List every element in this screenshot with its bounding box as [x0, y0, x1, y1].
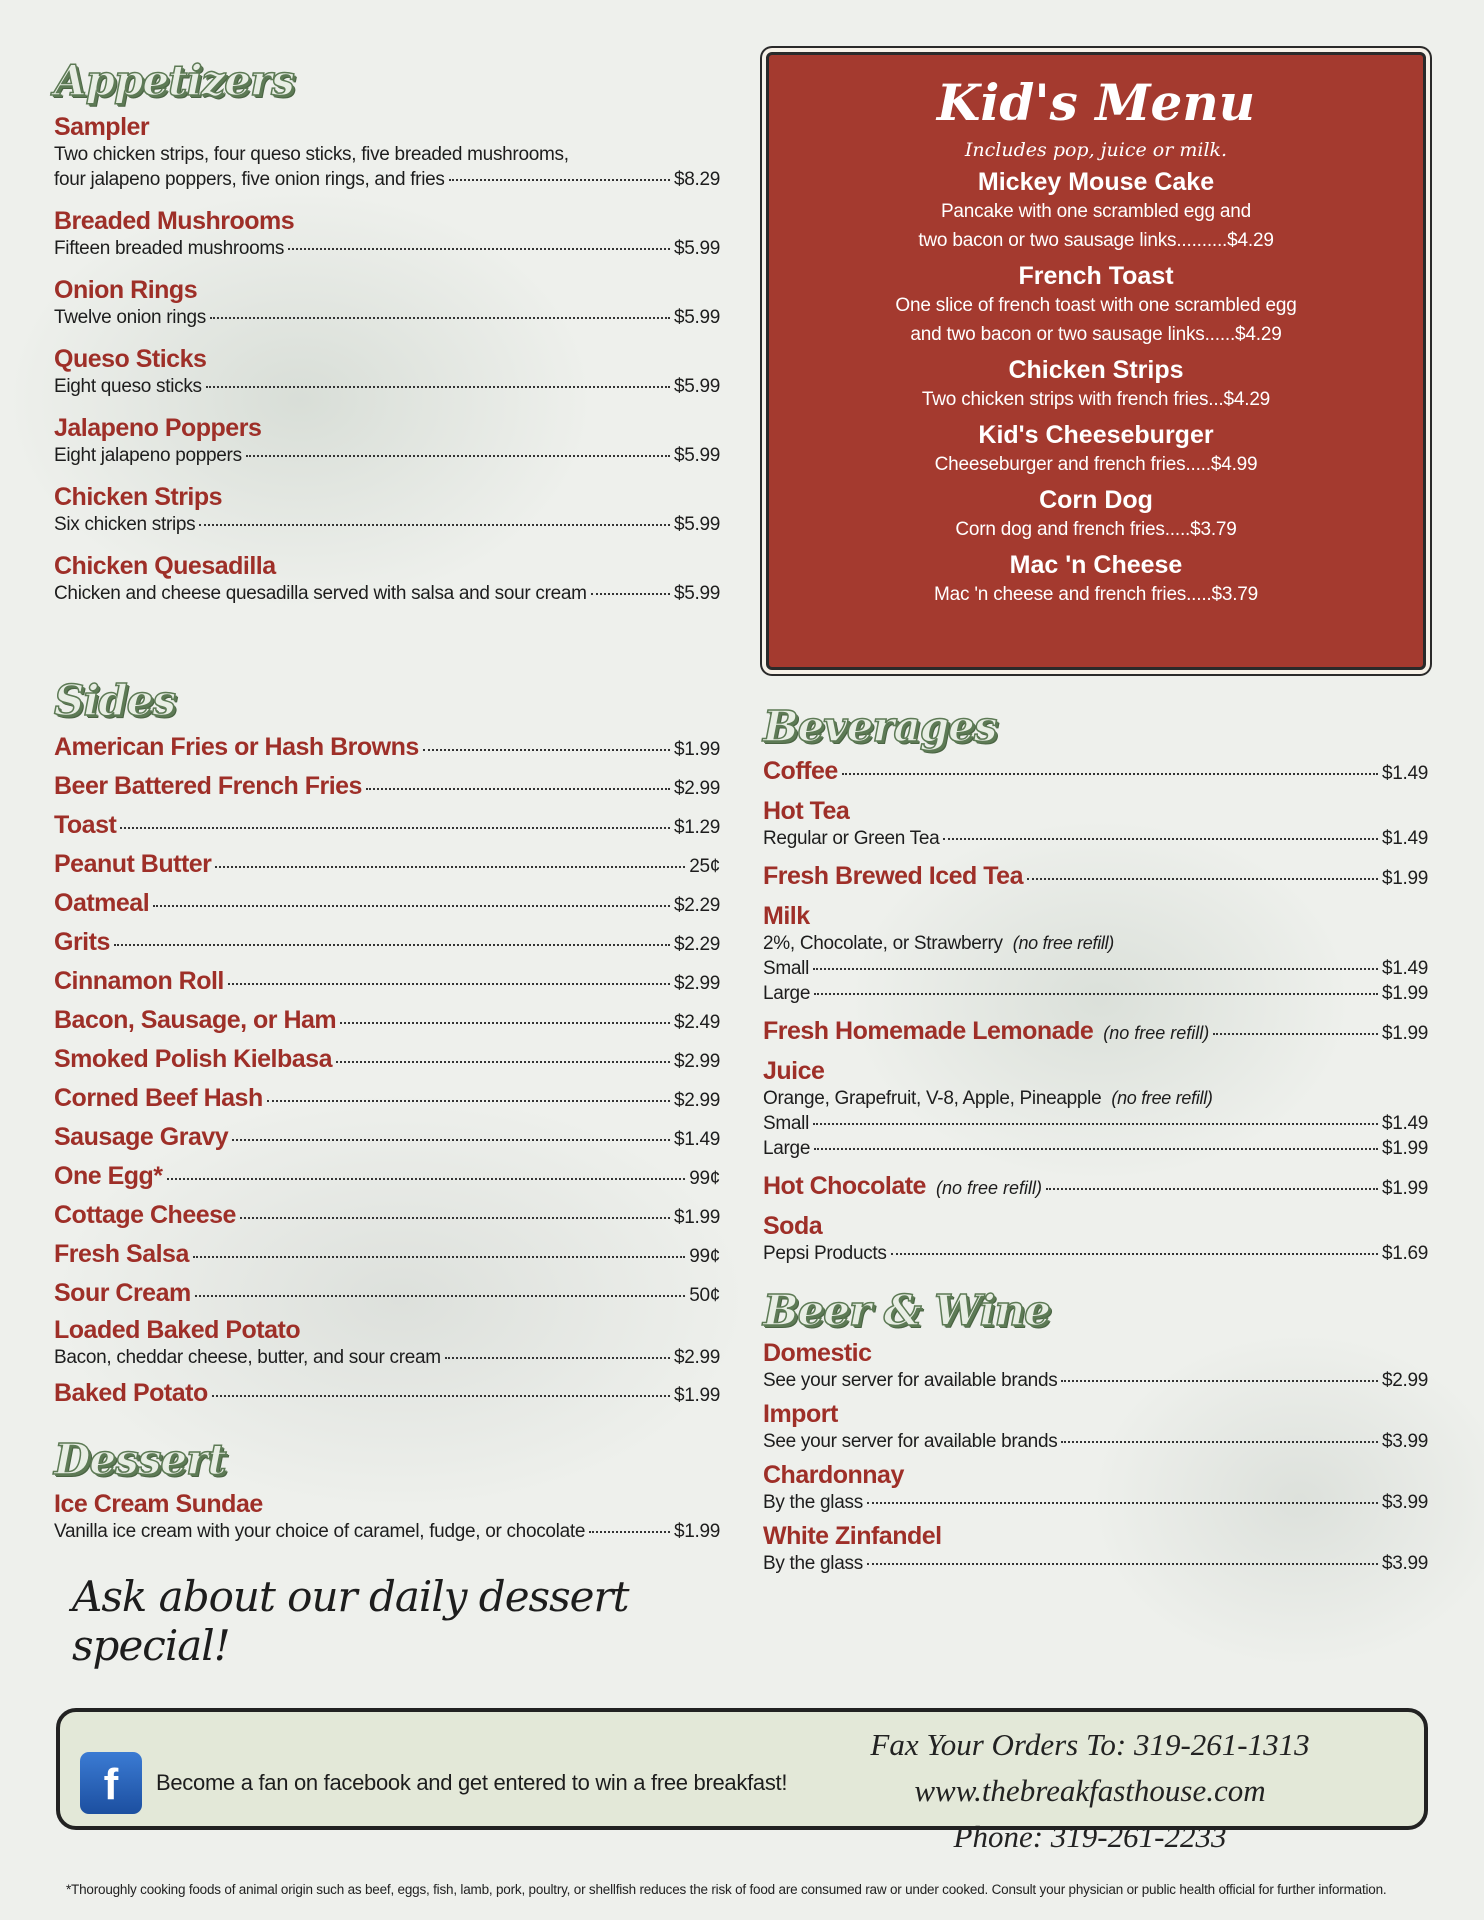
item-desc: Two chicken strips, four queso sticks, five breaded mushrooms, — [54, 144, 569, 165]
item-price: $5.99 — [673, 376, 720, 397]
dot-leader — [814, 993, 1378, 995]
dot-leader — [867, 1502, 1378, 1504]
kids-item-name: Chicken Strips — [1008, 356, 1184, 384]
item-desc: See your server for available brands — [763, 1431, 1058, 1452]
dot-leader — [267, 1100, 670, 1102]
dot-leader — [813, 1123, 1378, 1125]
item-name: Peanut Butter — [54, 850, 212, 878]
item-price: $1.69 — [1381, 1243, 1428, 1264]
size-label: Small — [763, 1113, 810, 1134]
item-name: Hot Chocolate — [763, 1172, 926, 1200]
dot-leader — [1046, 1188, 1378, 1190]
dot-leader — [943, 838, 1378, 840]
menu-item — [54, 1118, 720, 1157]
menu-item — [763, 1016, 1428, 1046]
item-price: $2.99 — [1381, 1370, 1428, 1391]
kids-menu-note: Includes pop, juice or milk. — [964, 139, 1228, 161]
dot-leader — [445, 1357, 670, 1359]
kids-item-name: Corn Dog — [1039, 486, 1153, 514]
item-desc: Bacon, cheddar cheese, butter, and sour cream — [54, 1347, 441, 1368]
kids-item-name: French Toast — [1018, 262, 1174, 290]
item-desc: Six chicken strips — [54, 514, 196, 535]
menu-item — [54, 112, 720, 192]
item-price-line — [763, 826, 1428, 851]
dot-leader — [288, 248, 670, 250]
menu-item — [54, 482, 720, 537]
item-price: $2.99 — [673, 778, 720, 799]
item-name: Ice Cream Sundae — [54, 1490, 263, 1518]
contact-info — [820, 1722, 1360, 1860]
dot-leader — [340, 1022, 670, 1024]
menu-item — [54, 845, 720, 884]
item-name: Jalapeno Poppers — [54, 414, 262, 442]
size-price-line — [763, 981, 1428, 1006]
item-name: Queso Sticks — [54, 345, 207, 373]
item-name: Sour Cream — [54, 1279, 191, 1307]
item-name: American Fries or Hash Browns — [54, 733, 419, 761]
item-price: 25¢ — [689, 856, 720, 877]
item-desc-line — [763, 1086, 1428, 1111]
menu-item — [763, 1521, 1428, 1576]
kids-item-desc: Cheeseburger and french fries.....$4.99 — [934, 454, 1258, 475]
phone-number: Phone: 319-261-2233 — [953, 1819, 1227, 1854]
item-name: Loaded Baked Potato — [54, 1316, 301, 1344]
item-price: $1.99 — [1381, 1178, 1428, 1199]
dot-leader — [167, 1178, 686, 1180]
menu-item — [763, 1056, 1428, 1161]
item-name: Bacon, Sausage, or Ham — [54, 1006, 337, 1034]
item-name: Domestic — [763, 1339, 872, 1367]
kids-item-desc: Pancake with one scrambled egg and — [940, 201, 1252, 222]
beer-wine-heading: Beer & Wine — [763, 1286, 1050, 1335]
dot-leader — [1027, 878, 1378, 880]
item-name: Fresh Salsa — [54, 1240, 189, 1268]
item-name: Chicken Strips — [54, 483, 223, 511]
item-price-line — [763, 1368, 1428, 1393]
item-desc: Regular or Green Tea — [763, 828, 940, 849]
item-name: Onion Rings — [54, 276, 198, 304]
item-price-line — [763, 1241, 1428, 1266]
item-price: $5.99 — [673, 445, 720, 466]
disclaimer-text: *Thoroughly cooking foods of animal origin such as beef, eggs, fish, lamb, pork, poultry, or shellfish reduces the risk of food are consumed raw or under cooked. Consult your physician or public health official for further information. — [66, 1882, 1387, 1897]
item-name: Corned Beef Hash — [54, 1084, 263, 1112]
refill-note: (no free refill) — [1111, 1088, 1213, 1108]
item-name: Juice — [763, 1057, 825, 1085]
menu-item — [763, 1460, 1428, 1515]
menu-item — [763, 1338, 1428, 1393]
menu-item — [54, 767, 720, 806]
item-price: $1.99 — [1381, 983, 1428, 1004]
menu-item — [54, 1274, 720, 1313]
item-price-line — [54, 1345, 720, 1370]
dot-leader — [814, 1148, 1378, 1150]
dot-leader — [589, 1531, 670, 1533]
dot-leader — [206, 386, 670, 388]
menu-item — [54, 962, 720, 1001]
footer-box — [56, 1708, 1428, 1854]
item-price-line — [763, 1429, 1428, 1454]
item-price: $3.99 — [1381, 1492, 1428, 1513]
item-name: Oatmeal — [54, 889, 150, 917]
item-price-line — [54, 374, 720, 399]
refill-note: (no free refill) — [1103, 1023, 1210, 1043]
item-price-line — [54, 236, 720, 261]
website-link[interactable]: www.thebreakfasthouse.com — [914, 1773, 1266, 1808]
item-name: Hot Tea — [763, 797, 850, 825]
item-desc: Vanilla ice cream with your choice of caramel, fudge, or chocolate — [54, 1521, 586, 1542]
item-price: $5.99 — [673, 238, 720, 259]
kids-item-name: Mickey Mouse Cake — [977, 168, 1215, 196]
item-desc: Orange, Grapefruit, V-8, Apple, Pineapple — [763, 1088, 1102, 1109]
item-desc: Twelve onion rings — [54, 307, 206, 328]
kids-item-desc: Corn dog and french fries.....$3.79 — [955, 519, 1237, 540]
item-price-line — [54, 581, 720, 606]
item-price: $2.99 — [673, 973, 720, 994]
kids-item-name: Mac 'n Cheese — [1009, 551, 1183, 579]
item-price: $1.49 — [1381, 1113, 1428, 1134]
menu-item — [54, 551, 720, 606]
item-price: $2.49 — [673, 1012, 720, 1033]
item-name: Import — [763, 1400, 838, 1428]
dot-leader — [891, 1253, 1378, 1255]
dot-leader — [1061, 1441, 1378, 1443]
facebook-promo-text: Become a fan on facebook and get entered to win a free breakfast! — [156, 1770, 788, 1795]
item-price-line — [54, 443, 720, 468]
item-desc: Pepsi Products — [763, 1243, 887, 1264]
menu-item — [54, 1315, 720, 1370]
item-name: Beer Battered French Fries — [54, 772, 362, 800]
item-name: Cottage Cheese — [54, 1201, 236, 1229]
item-name: Breaded Mushrooms — [54, 207, 295, 235]
sides-list — [54, 728, 720, 1313]
menu-item — [54, 728, 720, 767]
item-desc-line — [763, 931, 1428, 956]
item-name: Smoked Polish Kielbasa — [54, 1045, 332, 1073]
menu-item — [54, 1196, 720, 1235]
item-name: Chicken Quesadilla — [54, 552, 276, 580]
dot-leader — [210, 317, 670, 319]
menu-item — [54, 275, 720, 330]
item-price: $3.99 — [1381, 1431, 1428, 1452]
menu-item — [54, 413, 720, 468]
dot-leader — [240, 1217, 670, 1219]
right-column — [763, 702, 1428, 1582]
fax-number: Fax Your Orders To: 319-261-1313 — [870, 1727, 1310, 1762]
item-name: One Egg* — [54, 1162, 163, 1190]
beverages-heading: Beverages — [763, 702, 997, 751]
item-desc: Chicken and cheese quesadilla served with salsa and sour cream — [54, 583, 587, 604]
kids-item-desc: Mac 'n cheese and french fries.....$3.79 — [933, 584, 1259, 605]
menu-item — [54, 1157, 720, 1196]
item-price-line — [763, 1551, 1428, 1576]
dot-leader — [813, 968, 1378, 970]
item-desc: Eight queso sticks — [54, 376, 202, 397]
item-price: $1.99 — [673, 1385, 720, 1406]
item-price: $3.99 — [1381, 1553, 1428, 1574]
item-desc: Eight jalapeno poppers — [54, 445, 242, 466]
item-price-line — [54, 167, 720, 192]
dot-leader — [195, 1295, 685, 1297]
item-desc: By the glass — [763, 1492, 863, 1513]
size-label: Large — [763, 983, 811, 1004]
menu-item — [54, 806, 720, 845]
item-price: $2.29 — [673, 895, 720, 916]
dot-leader — [1061, 1380, 1378, 1382]
item-price: $1.49 — [1381, 763, 1428, 784]
item-desc: By the glass — [763, 1553, 863, 1574]
item-name: Baked Potato — [54, 1379, 208, 1407]
dot-leader — [449, 179, 670, 181]
dot-leader — [199, 524, 670, 526]
kids-menu-box — [766, 52, 1426, 670]
dot-leader — [423, 749, 670, 751]
item-price: 50¢ — [689, 1285, 720, 1306]
dot-leader — [1213, 1033, 1378, 1035]
menu-item — [54, 1235, 720, 1274]
item-name: Cinnamon Roll — [54, 967, 224, 995]
menu-item — [763, 1211, 1428, 1266]
item-price: $2.99 — [673, 1347, 720, 1368]
kids-menu-heading: Kid's Menu — [936, 73, 1256, 132]
refill-note: (no free refill) — [935, 1178, 1042, 1198]
kids-item-desc: Two chicken strips with french fries...$4.29 — [921, 389, 1271, 410]
dot-leader — [366, 788, 670, 790]
dot-leader — [232, 1139, 670, 1141]
left-column — [54, 56, 720, 1670]
item-price-line — [54, 512, 720, 537]
dot-leader — [591, 593, 670, 595]
dot-leader — [246, 455, 670, 457]
dessert-heading: Dessert — [54, 1435, 226, 1484]
menu-item — [763, 861, 1428, 891]
size-label: Large — [763, 1138, 811, 1159]
size-label: Small — [763, 958, 810, 979]
item-price: $5.99 — [673, 307, 720, 328]
item-price-line — [763, 1490, 1428, 1515]
menu-item — [763, 796, 1428, 851]
menu-item — [54, 1040, 720, 1079]
kids-item-desc: and two bacon or two sausage links......$4.29 — [910, 324, 1282, 345]
item-name: Chardonnay — [763, 1461, 904, 1489]
item-price: $2.99 — [673, 1090, 720, 1111]
item-desc: 2%, Chocolate, or Strawberry — [763, 933, 1003, 954]
kids-item-desc: One slice of french toast with one scrambled egg — [895, 295, 1297, 316]
item-price-line — [54, 305, 720, 330]
kids-item-name: Kid's Cheeseburger — [978, 421, 1214, 449]
item-name: Toast — [54, 811, 117, 839]
menu-item — [763, 1171, 1428, 1201]
item-price: $1.99 — [1381, 1023, 1428, 1044]
item-price: $8.29 — [673, 169, 720, 190]
item-desc: Fifteen breaded mushrooms — [54, 238, 285, 259]
item-price: $1.99 — [1381, 1138, 1428, 1159]
menu-item — [54, 344, 720, 399]
refill-note: (no free refill) — [1012, 933, 1114, 953]
dot-leader — [120, 827, 670, 829]
item-name: Milk — [763, 902, 810, 930]
size-price-line — [763, 956, 1428, 981]
menu-item — [54, 1001, 720, 1040]
item-price: $1.99 — [673, 739, 720, 760]
item-price: $1.99 — [673, 1207, 720, 1228]
item-price: $1.49 — [673, 1129, 720, 1150]
item-name: Grits — [54, 928, 110, 956]
item-price: 99¢ — [689, 1168, 720, 1189]
menu-item — [763, 1399, 1428, 1454]
menu-item — [54, 884, 720, 923]
item-name: Fresh Brewed Iced Tea — [763, 862, 1023, 890]
dot-leader — [193, 1256, 685, 1258]
item-name: Fresh Homemade Lemonade — [763, 1017, 1094, 1045]
menu-item — [54, 1374, 720, 1413]
item-desc: See your server for available brands — [763, 1370, 1058, 1391]
size-price-line — [763, 1111, 1428, 1136]
dot-leader — [867, 1563, 1378, 1565]
menu-item — [54, 1489, 720, 1544]
item-name: Soda — [763, 1212, 823, 1240]
menu-item — [54, 923, 720, 962]
item-price: $5.99 — [673, 583, 720, 604]
dot-leader — [215, 866, 685, 868]
dessert-special-note: Ask about our daily dessert special! — [72, 1572, 629, 1670]
menu-item — [763, 756, 1428, 786]
item-price-line — [54, 1519, 720, 1544]
item-price: $2.99 — [673, 1051, 720, 1072]
facebook-icon[interactable]: f — [80, 1752, 142, 1814]
menu-item — [763, 901, 1428, 1006]
item-desc: four jalapeno poppers, five onion rings, and fries — [54, 169, 445, 190]
item-price: $5.99 — [673, 514, 720, 535]
item-price: $1.49 — [1381, 958, 1428, 979]
item-price: $1.99 — [673, 1521, 720, 1542]
appetizers-heading: Appetizers — [54, 56, 294, 105]
sides-heading: Sides — [54, 676, 176, 725]
dot-leader — [114, 944, 670, 946]
item-name: White Zinfandel — [763, 1522, 942, 1550]
item-price: $1.29 — [673, 817, 720, 838]
menu-item — [54, 206, 720, 261]
item-price: $2.29 — [673, 934, 720, 955]
size-price-line — [763, 1136, 1428, 1161]
item-price: $1.99 — [1381, 868, 1428, 889]
item-price: 99¢ — [689, 1246, 720, 1267]
item-name: Coffee — [763, 757, 838, 785]
menu-item — [54, 1079, 720, 1118]
item-name: Sausage Gravy — [54, 1123, 229, 1151]
dot-leader — [228, 983, 670, 985]
item-price: $1.49 — [1381, 828, 1428, 849]
dot-leader — [842, 773, 1378, 775]
dot-leader — [336, 1061, 670, 1063]
dot-leader — [153, 905, 670, 907]
item-name: Sampler — [54, 113, 150, 141]
dot-leader — [212, 1395, 670, 1397]
kids-item-desc: two bacon or two sausage links..........$4.29 — [918, 230, 1274, 251]
